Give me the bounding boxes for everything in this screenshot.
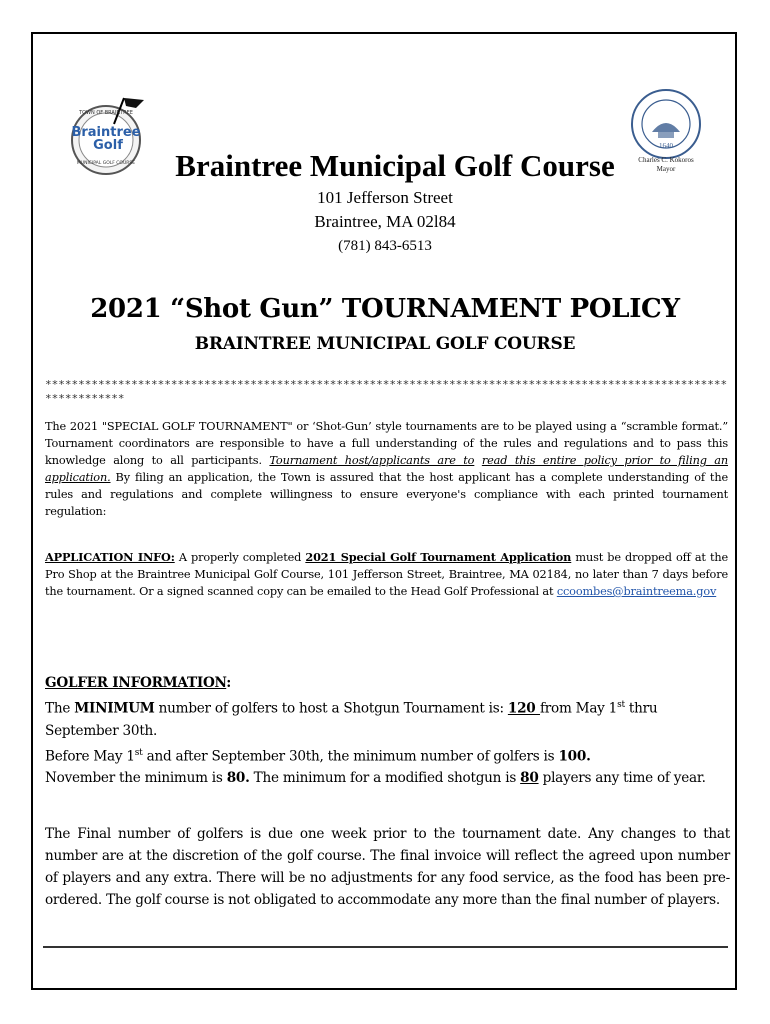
text: thru September 30th. [45, 700, 658, 739]
logo-brand-line1: Braintree [71, 125, 141, 140]
logo-top-text: TOWN OF BRAINTREE [79, 110, 133, 116]
asterisk-separator: ******************************************************************************************************************* [45, 378, 728, 405]
mayor-name: Charles C. Kokoros [638, 156, 694, 164]
november-minimum: 80. [226, 770, 250, 787]
text: The [45, 700, 75, 717]
logo-bottom-text: MUNICIPAL GOLF COURSE [76, 161, 136, 166]
intro-text-1: The 2021 "SPECIAL GOLF TOURNAMENT" or ‘Shot-Gun’ style tournaments are to be played using a “scramble format.” Tournament coordinators are responsible to have a full understanding of the rules and regulations and to pass this knowledge along to all participants. [45, 420, 728, 467]
text: number of golfers to host a Shotgun Tournament is: [154, 700, 508, 717]
minimum-label: MINIMUM [74, 700, 155, 717]
text: from May 1 [539, 700, 618, 717]
mayor-title: Mayor [656, 165, 676, 173]
text: players any time of year. [538, 770, 706, 787]
phone-number: (781) 843-6513 [338, 238, 432, 254]
modified-shotgun-minimum: 80 [520, 770, 539, 787]
seal-year: 1640 [659, 142, 673, 150]
email-link[interactable]: ccoombes@braintreema.gov [556, 585, 717, 598]
address-line-2: Braintree, MA 02l84 [314, 212, 456, 231]
golfer-heading [45, 672, 730, 694]
golfer-information-section [45, 672, 730, 789]
text: Before May 1 [45, 748, 135, 765]
off-season-minimum: 100. [558, 748, 591, 765]
policy-subtitle: BRAINTREE MUNICIPAL GOLF COURSE [194, 334, 576, 354]
application-text-2: must be dropped off at the Pro Shop at the Braintree Municipal Golf Course, 101 Jefferson Street, Braintree, MA 02184, no later than 7 days before the tournament. Or a signed scanned copy can be emailed to the Head Golf Professional at [45, 551, 728, 598]
intro-paragraph [45, 418, 728, 520]
final-number-paragraph: The Final number of golfers is due one week prior to the tournament date. Any changes to that number are at the discretion of the golf course. The final invoice will reflect the agreed upon number of players and any extra. There will be no adjustments for any food service, as the food has been pre-ordered. The golf course is not obligated to accommodate any more than the final number of players. [45, 826, 730, 908]
golfer-heading-text: GOLFER INFORMATION [45, 675, 227, 691]
organization-name: Braintree Municipal Golf Course [175, 148, 615, 183]
address-line-1: 101 Jefferson Street [317, 188, 453, 207]
application-form-name: 2021 Special Golf Tournament Application [305, 550, 572, 564]
text: The minimum for a modified shotgun is [249, 770, 521, 787]
golfer-line-2 [45, 742, 730, 768]
application-text-1: A properly completed [174, 551, 306, 564]
golfer-line-1 [45, 694, 730, 742]
text: and after September 30th, the minimum number of golfers is [142, 748, 559, 765]
superscript: st [134, 747, 143, 758]
intro-underlined-1: Tournament host/applicants are to [269, 454, 475, 467]
text: November the minimum is [45, 770, 227, 787]
policy-title: 2021 “Shot Gun” TOURNAMENT POLICY [90, 294, 680, 324]
golfer-heading-colon: : [226, 675, 232, 691]
golfer-line-3 [45, 767, 730, 789]
superscript: st [617, 700, 625, 710]
intro-underlined-2: read this entire policy prior to filing an application. [45, 454, 729, 484]
intro-text-2: By filing an application, the Town is assured that the host applicant has a complete understanding of the rules and regulations and complete willingness to ensure everyone's compliance with each printed tournament regulation: [45, 471, 728, 518]
minimum-value: 120 [507, 700, 540, 717]
application-info-paragraph [45, 549, 728, 600]
application-label: APPLICATION INFO: [45, 550, 175, 564]
bottom-divider [43, 946, 728, 948]
logo-brand-line2: Golf [93, 138, 123, 153]
